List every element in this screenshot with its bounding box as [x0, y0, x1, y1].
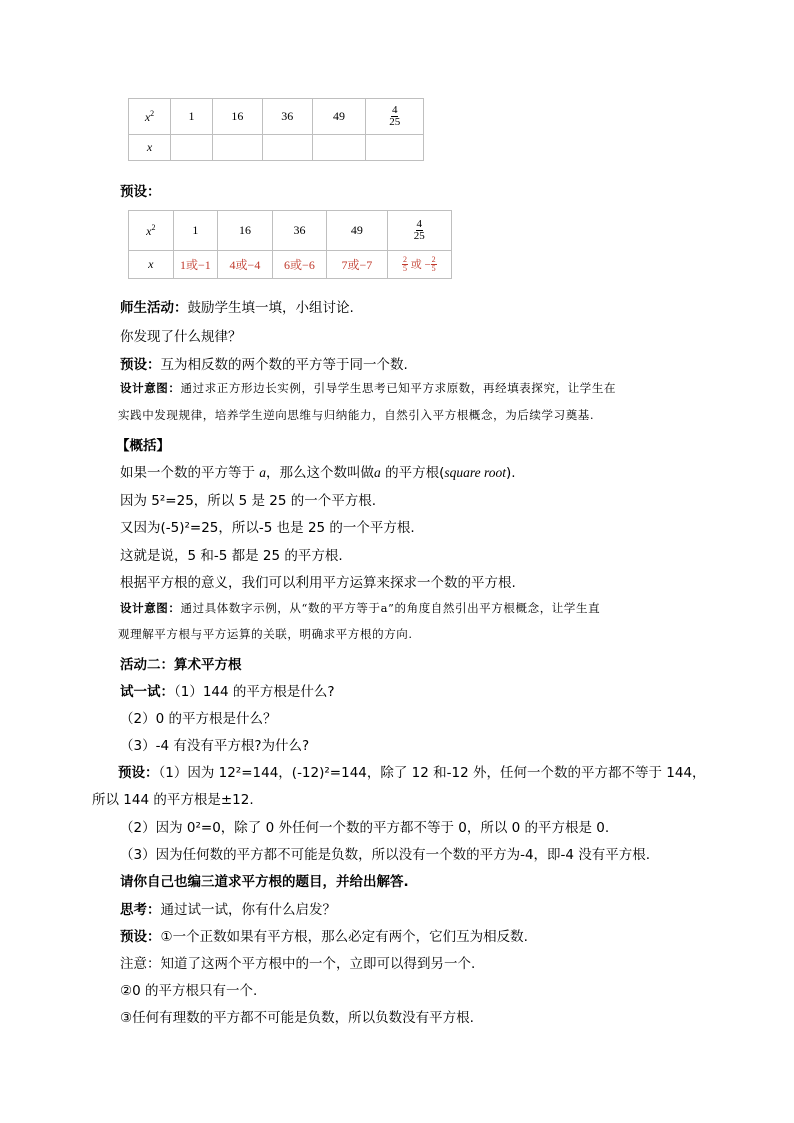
cell-value: 1: [173, 211, 218, 251]
definition-line: 如果一个数的平方等于 a，那么这个数叫做a 的平方根(square root).: [120, 465, 516, 481]
cell-value: 16: [218, 211, 273, 251]
cell-empty: [312, 135, 366, 161]
text-line: （3）-4 有没有平方根?为什么?: [120, 738, 310, 754]
design-intent: 设计意图：通过具体数字示例，从“数的平方等于a”的角度自然引出平方根概念，让学生直: [120, 601, 601, 615]
cell-value: 49: [312, 99, 366, 135]
cell-value: 36: [262, 99, 312, 135]
text-line: 这就是说，5 和-5 都是 25 的平方根.: [120, 548, 343, 564]
cell-fraction: $\frac{4}{25}$: [387, 211, 451, 251]
section-heading: 【概括】: [116, 438, 170, 454]
text-line: 预设：互为相反数的两个数的平方等于同一个数.: [120, 357, 408, 373]
exercise-prompt: 请你自己也编三道求平方根的题目，并给出解答.: [120, 874, 409, 890]
text-line: （2）0 的平方根是什么？: [120, 711, 277, 727]
text-line: 因为 5²=25，所以 5 是 25 的一个平方根.: [120, 493, 377, 509]
text-line: 思考：通过试一试，你有什么启发？: [120, 902, 336, 918]
cell-empty: [262, 135, 312, 161]
cell-empty: [366, 135, 424, 161]
header-x-squared: $x^2$: [129, 211, 174, 251]
text-line: 注意：知道了这两个平方根中的一个，立即可以得到另一个.: [120, 956, 476, 972]
cell-answer: 6或−6: [272, 251, 327, 279]
text-line: 所以 144 的平方根是±12.: [92, 792, 254, 808]
cell-answer: 7或−7: [327, 251, 387, 279]
cell-answer: 4或−4: [218, 251, 273, 279]
cell-empty: [212, 135, 262, 161]
cell-answer-fraction: $\frac{2}{5}$ 或 − $\frac{2}{5}$: [387, 251, 451, 279]
header-x: x: [129, 135, 171, 161]
text-line: 根据平方根的意义，我们可以利用平方运算来探求一个数的平方根.: [120, 575, 516, 591]
text-line: ②0 的平方根只有一个.: [120, 983, 258, 999]
text-line: 师生活动：鼓励学生填一填，小组讨论.: [120, 300, 354, 316]
square-table-filled: [128, 210, 452, 279]
text-line: ③任何有理数的平方都不可能是负数，所以负数没有平方根.: [120, 1010, 474, 1026]
text-line: 又因为(-5)²=25，所以-5 也是 25 的一个平方根.: [120, 520, 415, 536]
text-line: 试一试：（1）144 的平方根是什么?: [120, 684, 335, 700]
header-x-squared: $x^2$: [129, 99, 171, 135]
design-intent-cont: 实践中发现规律，培养学生逆向思维与归纳能力，自然引入平方根概念，为后续学习奠基.: [118, 408, 595, 422]
cell-value: 16: [212, 99, 262, 135]
header-x: x: [129, 251, 174, 279]
cell-value: 36: [272, 211, 327, 251]
cell-answer: 1或−1: [173, 251, 218, 279]
cell-empty: [171, 135, 213, 161]
cell-value: 49: [327, 211, 387, 251]
text-line: （2）因为 0²=0，除了 0 外任何一个数的平方都不等于 0，所以 0 的平方根是 0.: [120, 820, 610, 836]
cell-value: 1: [171, 99, 213, 135]
text-line: 预设：①一个正数如果有平方根，那么必定有两个，它们互为相反数.: [120, 929, 528, 945]
square-table-blank: [128, 98, 424, 161]
design-intent-cont: 观理解平方根与平方运算的关联，明确求平方根的方向.: [118, 627, 413, 641]
design-intent: 设计意图：通过求正方形边长实例，引导学生思考已知平方求原数，再经填表探究，让学生在: [120, 381, 617, 395]
text-line: 你发现了什么规律？: [120, 329, 242, 345]
preset-label: 预设：: [120, 184, 161, 200]
activity-heading: 活动二：算术平方根: [120, 657, 242, 673]
cell-fraction: $\frac{4}{25}$: [366, 99, 424, 135]
text-line: （3）因为任何数的平方都不可能是负数，所以没有一个数的平方为-4，即-4 没有平方根.: [120, 847, 651, 863]
text-line: 预设：（1）因为 12²=144，(-12)²=144，除了 12 和-12 外，任何一个数的平方都不等于 144，: [118, 765, 706, 781]
